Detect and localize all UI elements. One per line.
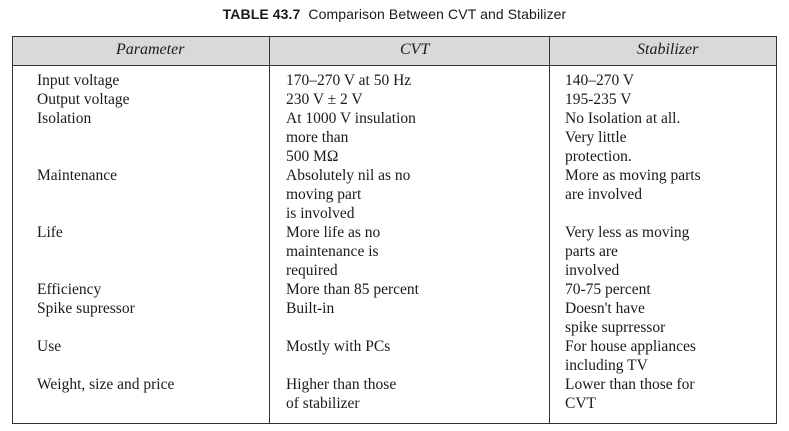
cell-text-line: 170–270 V at 50 Hz — [286, 72, 412, 89]
cell-text-line: No Isolation at all. — [565, 110, 681, 127]
cell-text-line: More as moving parts — [565, 167, 701, 184]
cell-text-line: More than 85 percent — [286, 281, 419, 298]
cell-text-line: Efficiency — [37, 281, 102, 298]
cell-text-line: involved — [565, 262, 620, 279]
cell-stabilizer — [565, 337, 696, 375]
cell-text-line: Doesn't have — [565, 300, 645, 317]
cell-text-line: Mostly with PCs — [286, 338, 391, 355]
cell-text-line: parts are — [565, 243, 618, 260]
cell-parameter — [37, 337, 61, 356]
comparison-table — [12, 36, 777, 424]
cell-text-line: more than — [286, 129, 349, 146]
cell-text-line: CVT — [565, 395, 596, 412]
cell-text-line: Use — [37, 338, 62, 355]
cell-text-line: of stabilizer — [286, 395, 360, 412]
table-title: Comparison Between CVT and Stabilizer — [308, 6, 567, 22]
cell-text-line: Higher than those — [286, 376, 397, 393]
header-cvt: CVT — [400, 41, 430, 58]
table-number: TABLE 43.7 — [222, 6, 301, 22]
cell-text-line: moving part — [286, 186, 362, 203]
cell-text-line: Very little — [565, 129, 627, 146]
cell-cvt — [286, 280, 419, 299]
cell-text-line: spike suprressor — [565, 319, 666, 336]
cell-text-line: are involved — [565, 186, 643, 203]
header-parameter: Parameter — [116, 41, 185, 58]
cell-text-line: Output voltage — [37, 91, 130, 108]
cell-text-line: 70-75 percent — [565, 281, 651, 298]
cell-cvt — [286, 375, 396, 413]
cell-cvt — [286, 337, 390, 356]
cell-text-line: Life — [37, 224, 63, 241]
cell-text-line: 195-235 V — [565, 91, 632, 108]
cell-parameter — [37, 90, 130, 109]
cell-text-line: Very less as moving — [565, 224, 690, 241]
cell-stabilizer — [565, 299, 665, 337]
cell-text-line: required — [286, 262, 338, 279]
header-stabilizer: Stabilizer — [637, 41, 699, 58]
column-divider-2 — [549, 37, 550, 423]
table-caption — [0, 6, 789, 22]
table-header-row — [13, 37, 776, 66]
column-divider-1 — [269, 37, 270, 423]
cell-parameter — [37, 109, 91, 128]
cell-parameter — [37, 71, 119, 90]
cell-stabilizer — [565, 166, 701, 204]
cell-text-line: protection. — [565, 148, 632, 165]
cell-text-line: including TV — [565, 357, 648, 374]
cell-text-line: Maintenance — [37, 167, 118, 184]
cell-text-line: 230 V ± 2 V — [286, 91, 363, 108]
cell-text-line: maintenance is — [286, 243, 379, 260]
cell-text-line: Spike supressor — [37, 300, 135, 317]
cell-text-line: 500 MΩ — [286, 148, 339, 165]
cell-parameter — [37, 280, 101, 299]
cell-stabilizer — [565, 280, 651, 299]
cell-cvt — [286, 71, 411, 90]
cell-text-line: Input voltage — [37, 72, 120, 89]
cell-parameter — [37, 166, 117, 185]
cell-stabilizer — [565, 223, 689, 280]
cell-text-line: Lower than those for — [565, 376, 695, 393]
cell-text-line: Absolutely nil as no — [286, 167, 411, 184]
cell-cvt — [286, 223, 380, 280]
cell-cvt — [286, 299, 334, 318]
cell-text-line: Isolation — [37, 110, 92, 127]
cell-text-line: is involved — [286, 205, 355, 222]
cell-parameter — [37, 223, 63, 242]
cell-text-line: At 1000 V insulation — [286, 110, 416, 127]
cell-parameter — [37, 375, 174, 394]
cell-stabilizer — [565, 71, 634, 90]
cell-cvt — [286, 166, 410, 223]
cell-stabilizer — [565, 109, 680, 166]
cell-text-line: More life as no — [286, 224, 381, 241]
cell-stabilizer — [565, 90, 631, 109]
cell-stabilizer — [565, 375, 695, 413]
cell-text-line: Built-in — [286, 300, 335, 317]
cell-text-line: Weight, size and price — [37, 376, 175, 393]
cell-text-line: For house appliances — [565, 338, 696, 355]
cell-cvt — [286, 109, 416, 166]
cell-parameter — [37, 299, 135, 318]
cell-cvt — [286, 90, 363, 109]
cell-text-line: 140–270 V — [565, 72, 635, 89]
